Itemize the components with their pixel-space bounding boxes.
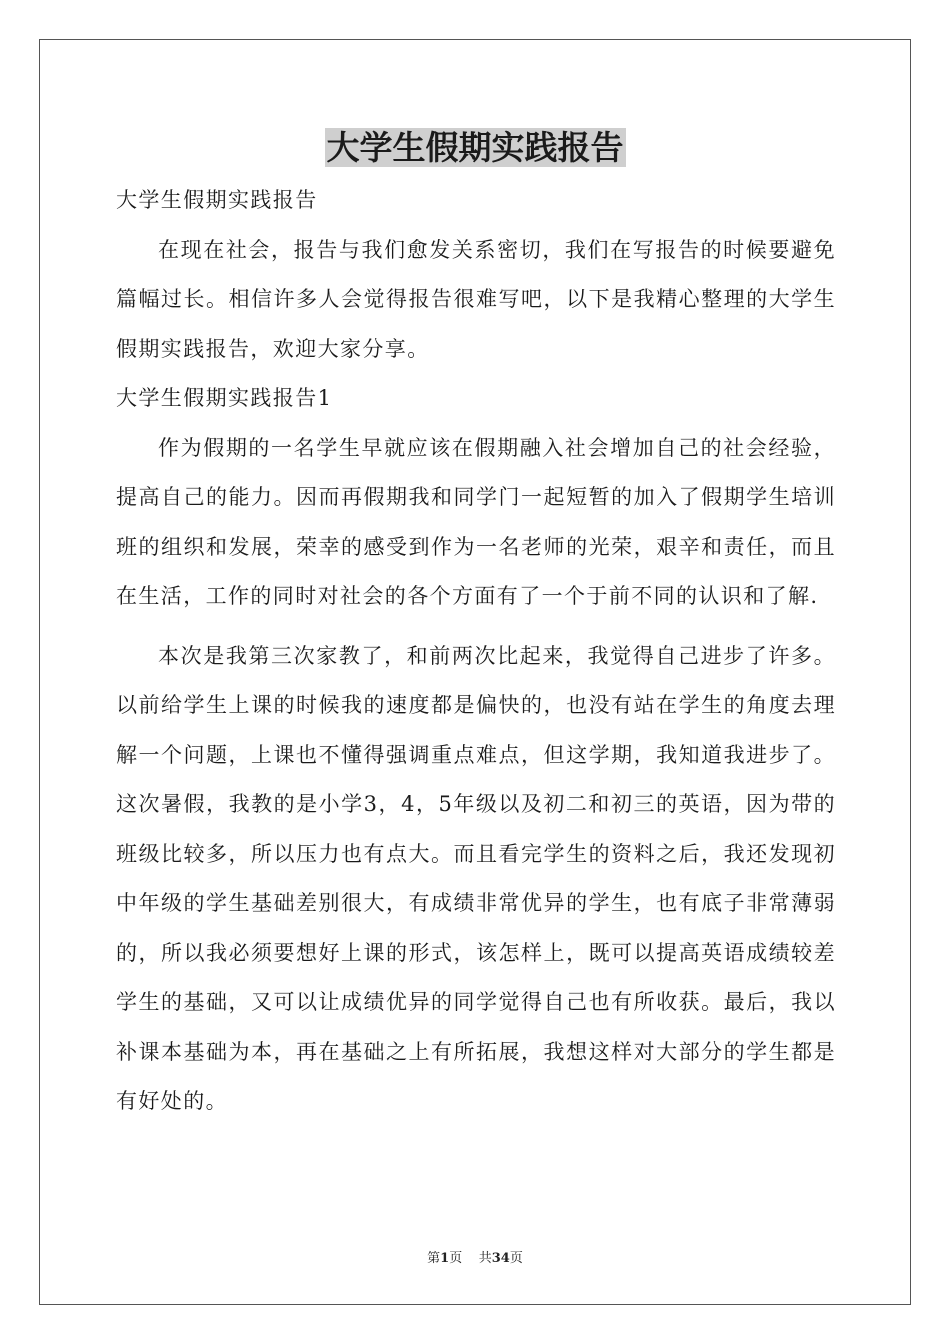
intro-paragraph: 在现在社会，报告与我们愈发关系密切，我们在写报告的时候要避免篇幅过长。相信许多人会觉得报告很难写吧，以下是我精心整理的大学生假期实践报告，欢迎大家分享。 (116, 237, 836, 361)
footer-page-suffix: 页 (449, 1251, 463, 1266)
body-paragraph: 作为假期的一名学生早就应该在假期融入社会增加自己的社会经验，提高自己的能力。因而再假期我和同学门一起短暂的加入了假期学生培训班的组织和发展，荣幸的感受到作为一名老师的光荣，艰辛和责任，而且在生活，工作的同时对社会的各个方面有了一个于前不同的认识和了解. (116, 435, 836, 608)
footer-total-pages: 34 (491, 1251, 510, 1266)
page-footer (0, 1247, 950, 1266)
footer-total-prefix: 共 (478, 1251, 492, 1266)
section-heading: 大学生假期实践报告1 (116, 386, 333, 410)
subtitle-line: 大学生假期实践报告 (116, 188, 318, 212)
body-paragraph: 本次是我第三次家教了，和前两次比起来，我觉得自己进步了许多。以前给学生上课的时候我的速度都是偏快的，也没有站在学生的角度去理解一个问题，上课也不懂得强调重点难点，但这学期，我知道我进步了。这次暑假，我教的是小学3，4，5年级以及初二和初三的英语，因为带的班级比较多，所以压力也有点大。而且看完学生的资料之后，我还发现初中年级的学生基础差别很大，有成绩非常优异的学生，也有底子非常薄弱的，所以我必须要想好上课的形式，该怎样上，既可以提高英语成绩较差学生的基础，又可以让成绩优异的同学觉得自己也有所收获。最后，我以补课本基础为本，再在基础之上有所拓展，我想这样对大部分的学生都是有好处的。 (116, 643, 836, 1113)
document-title (0, 126, 950, 170)
document-body (116, 176, 836, 1127)
footer-page-prefix: 第 (427, 1251, 441, 1266)
footer-page-number: 1 (440, 1251, 450, 1266)
footer-total-suffix: 页 (509, 1251, 523, 1266)
document-title-text: 大学生假期实践报告 (326, 128, 624, 167)
